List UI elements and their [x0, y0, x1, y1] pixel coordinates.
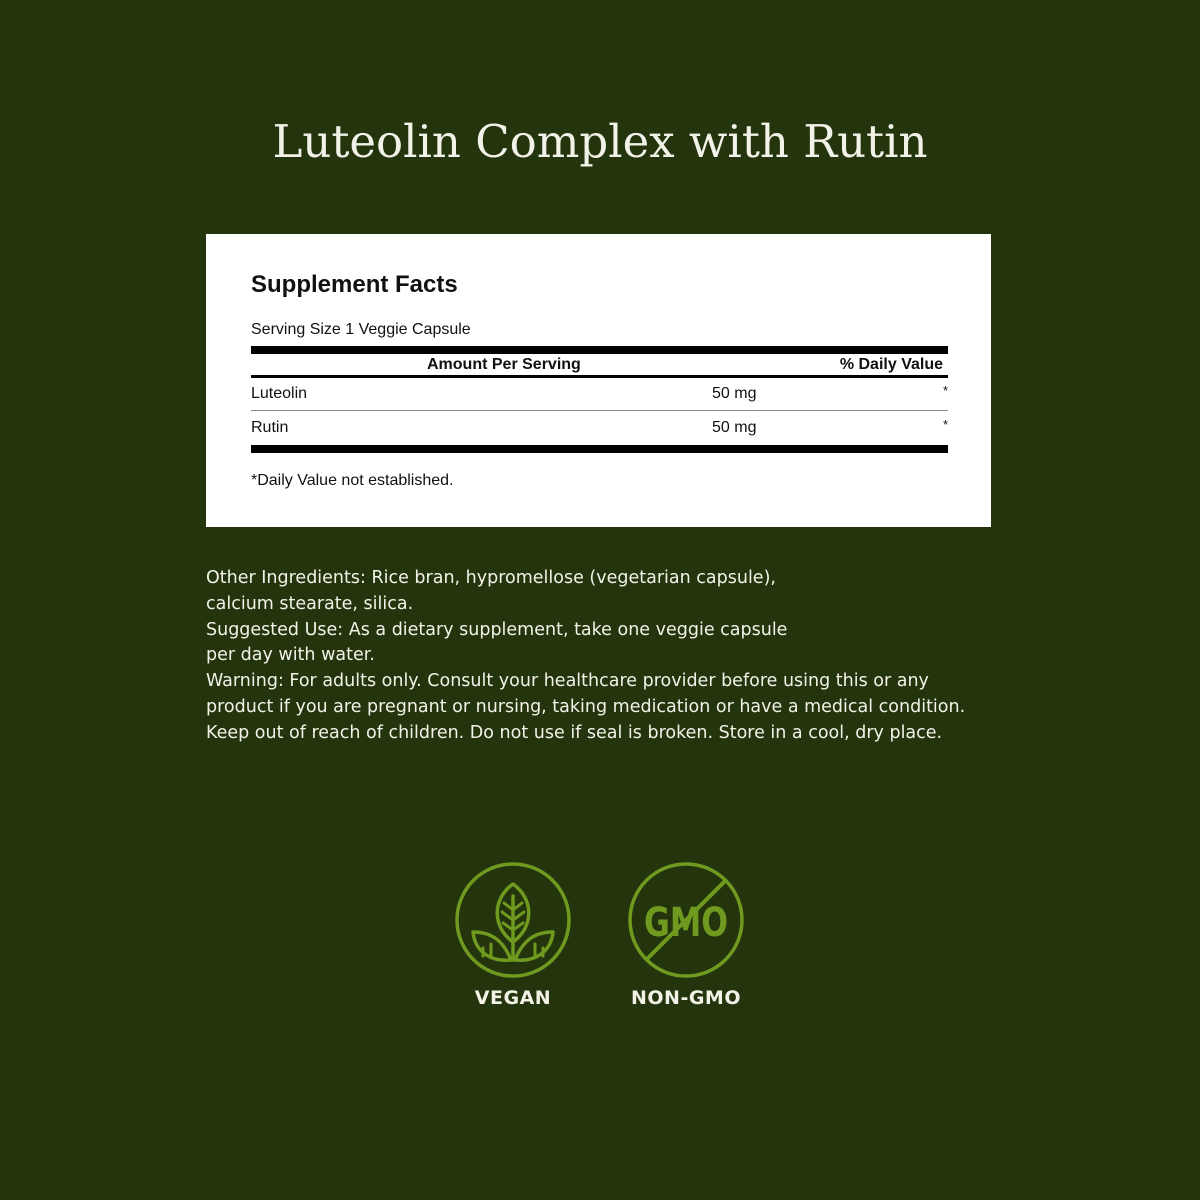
gmo-icon-text: GMO — [644, 900, 728, 946]
vegan-badge — [443, 860, 583, 1010]
amount-per-serving-header: Amount Per Serving — [427, 356, 581, 373]
nutrient-row-rutin — [251, 418, 948, 442]
nutrient-daily-value: * — [942, 417, 948, 432]
daily-value-footnote: *Daily Value not established. — [251, 472, 454, 489]
info-line: Keep out of reach of children. Do not use if seal is broken. Store in a cool, dry place. — [206, 722, 943, 743]
nutrient-row-luteolin — [251, 384, 948, 408]
top-divider — [251, 346, 948, 354]
supplement-facts-heading: Supplement Facts — [251, 271, 458, 298]
info-line: per day with water. — [206, 645, 375, 666]
bottom-divider — [251, 445, 948, 453]
non-gmo-label: NON-GMO — [631, 987, 741, 1009]
info-line: product if you are pregnant or nursing, taking medication or have a medical condition. — [206, 696, 966, 717]
no-gmo-icon — [626, 860, 746, 980]
info-line: Warning: For adults only. Consult your healthcare provider before using this or any — [206, 671, 929, 692]
product-info-text — [206, 566, 1006, 747]
nutrient-name: Rutin — [251, 419, 289, 436]
page-title: Luteolin Complex with Rutin — [272, 115, 928, 168]
nutrient-daily-value: * — [942, 383, 948, 398]
daily-value-header: % Daily Value — [839, 356, 943, 373]
nutrient-amount: 50 mg — [712, 419, 757, 436]
header-divider — [251, 375, 948, 378]
nutrient-name: Luteolin — [251, 385, 308, 402]
info-line: Other Ingredients: Rice bran, hypromellose (vegetarian capsule), — [206, 568, 776, 588]
supplement-facts-panel — [206, 234, 991, 527]
info-line: Suggested Use: As a dietary supplement, take one veggie capsule — [206, 619, 788, 640]
row-divider — [251, 410, 948, 411]
non-gmo-badge — [616, 860, 756, 1010]
vegan-label: VEGAN — [474, 987, 552, 1009]
info-line: calcium stearate, silica. — [206, 593, 414, 614]
leaf-icon — [453, 860, 573, 980]
nutrient-amount: 50 mg — [712, 385, 757, 402]
serving-size: Serving Size 1 Veggie Capsule — [251, 321, 471, 338]
